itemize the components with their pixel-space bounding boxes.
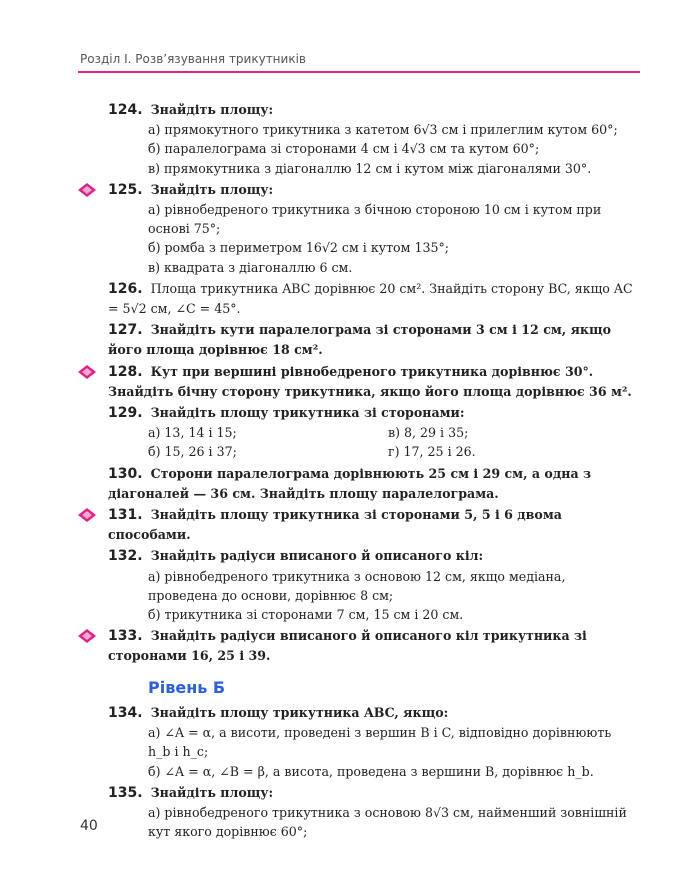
problem-133 [108,626,634,665]
problem-130 [108,464,634,503]
problem-number: 133. [108,628,143,645]
problem-127 [108,320,634,359]
diamond-marker-icon [78,508,96,522]
subitem-a: а) рівнобедреного трикутника з бічною стороною 10 см і кутом при основі 75°; [148,202,602,237]
subitem-c: в) квадрата з діагоналлю 6 см. [148,259,353,275]
subitem-a: а) рівнобедреного трикутника з основою 12 см, якщо медіана, проведена до основи, дорівнює 8 см; [148,568,566,603]
problem-text: Знайдіть площу трикутника зі сторонами 5, 5 і 6 двома способами. [108,507,562,543]
subitem-a: а) прямокутного трикутника з катетом 6√3 см і прилеглим кутом 60°; [148,122,618,138]
subitem-b: б) трикутника зі сторонами 7 см, 15 см і 20 см. [148,607,464,623]
subitem-b: б) паралелограма зі сторонами 4 см і 4√3 см та кутом 60°; [148,141,540,157]
subitem-b: б) 15, 26 і 37; [148,444,237,460]
problem-number: 126. [108,280,143,297]
running-header: Розділ І. Розв’язування трикутників [80,52,306,66]
page-number: 40 [80,818,98,834]
problem-number: 128. [108,363,143,380]
problem-number: 129. [108,405,143,422]
subitem-c: в) 8, 29 і 35; [388,425,469,441]
subitem-d: г) 17, 25 і 26. [388,444,476,460]
problem-text: Знайдіть радіуси вписаного й описаного кіл трикутника зі сторонами 16, 25 і 39. [108,628,587,664]
problem-number: 132. [108,548,143,565]
subitem-c: в) прямокутника з діагоналлю 12 см і кутом між діагоналями 30°. [148,160,592,176]
subitem-a: а) рівнобедреного трикутника з основою 8√3 см, найменший зовнішній кут якого дорівнює 60°; [148,804,627,840]
problem-132 [108,546,634,624]
problem-text: Знайдіть площу трикутника ABC, якщо: [150,704,449,720]
problem-135 [108,783,634,842]
problem-number: 130. [108,465,143,482]
problem-text: Знайдіть площу: [150,181,274,197]
subitem-b: б) ромба з периметром 16√2 см і кутом 135°; [148,240,450,256]
problem-125 [108,180,634,277]
problem-text: Знайдіть площу трикутника зі сторонами: [150,405,465,421]
subitem-b: б) ∠A = α, ∠B = β, а висота, проведена з вершини B, дорівнює h_b. [148,763,594,779]
problem-number: 124. [108,102,143,118]
subitem-a: а) 13, 14 і 15; [148,425,237,441]
problem-text: Сторони паралелограма дорівнюють 25 см і 29 см, а одна з діагоналей — 36 см. Знайдіть площу паралелограма. [108,465,592,501]
level-title: Рівень Б [148,677,226,697]
problem-number: 134. [108,704,143,721]
problem-134 [108,703,634,781]
problem-number: 131. [108,507,143,524]
problem-text: Площа трикутника ABC дорівнює 20 см². Знайдіть сторону BC, якщо AC = 5√2 см, ∠C = 45°. [108,280,633,317]
subitem-a: а) ∠A = α, а висоти, проведені з вершин B і C, відповідно дорівнюють h_b і h_c; [148,725,612,760]
problem-129 [108,403,634,462]
diamond-marker-icon [78,629,96,643]
diamond-marker-icon [78,183,96,197]
problem-text: Знайдіть площу: [150,784,274,800]
problem-124 [108,100,634,178]
problem-text: Знайдіть радіуси вписаного й описаного кіл: [150,548,484,564]
problem-text: Знайдіть площу: [150,102,274,117]
problem-126 [108,279,634,318]
problem-128 [108,362,634,401]
problem-text: Кут при вершині рівнобедреного трикутника дорівнює 30°. Знайдіть бічну сторону трикутника, якщо його площа дорівнює 36 м². [108,363,632,399]
header-rule [78,71,640,73]
problem-number: 135. [108,784,143,801]
problem-number: 127. [108,322,143,339]
problem-number: 125. [108,181,143,198]
problem-131 [108,505,634,544]
diamond-marker-icon [78,365,96,379]
subitem-grid [108,423,634,461]
problem-text: Знайдіть кути паралелограма зі сторонами 3 см і 12 см, якщо його площа дорівнює 18 см². [108,322,611,358]
problem-list [108,100,634,843]
